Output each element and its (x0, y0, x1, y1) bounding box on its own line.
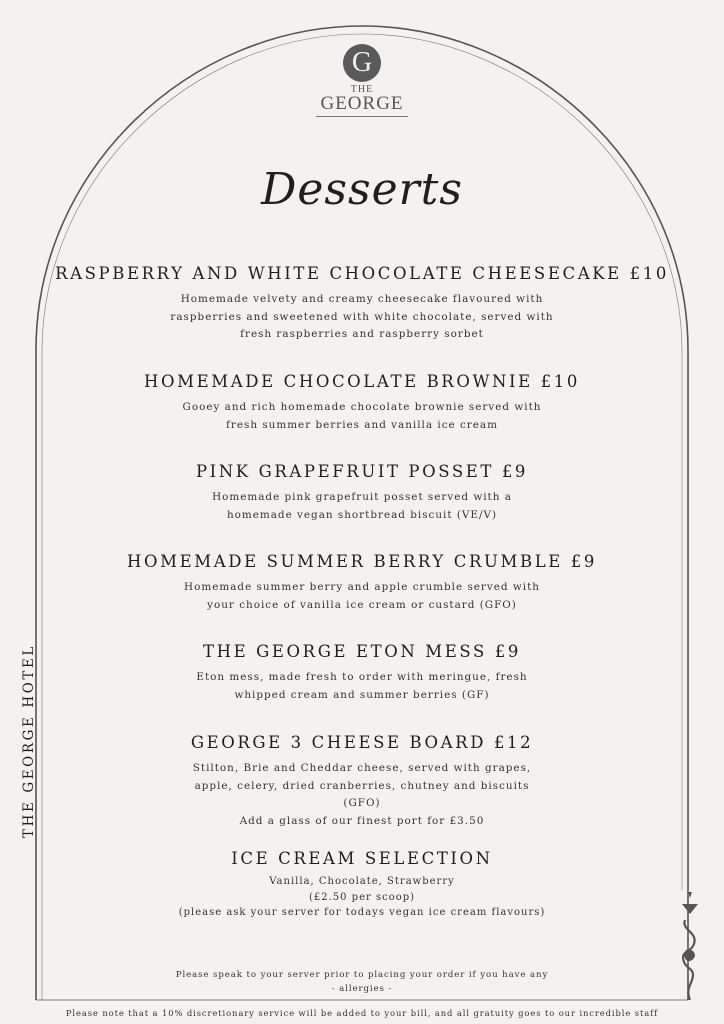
description-line: apple, celery, dried cranberries, chutney and biscuits (194, 779, 530, 792)
menu-item (40, 642, 684, 704)
menu-item-description (40, 760, 684, 830)
brand-underline (316, 116, 408, 117)
description-line: Vanilla, Chocolate, Strawberry (269, 876, 455, 887)
menu-item-title: HOMEMADE CHOCOLATE BROWNIE £10 (144, 372, 580, 391)
brand-the: THE (350, 84, 374, 95)
description-line: whipped cream and summer berries (GF) (234, 688, 490, 701)
menu-item-title: GEORGE 3 CHEESE BOARD £12 (190, 733, 534, 752)
allergy-line: - allergies - (331, 984, 393, 994)
description-line: (GFO) (343, 797, 381, 809)
menu-item-description (40, 399, 684, 434)
menu-item-description (40, 489, 684, 524)
description-line: (£2.50 per scoop) (308, 891, 416, 903)
description-line: Homemade summer berry and apple crumble served with (184, 581, 540, 593)
description-line: Eton mess, made fresh to order with meringue, fresh (196, 671, 528, 683)
menu-item-title: RASPBERRY AND WHITE CHOCOLATE CHEESECAKE £10 (55, 264, 669, 283)
ornament-icon (676, 890, 706, 1002)
description-line: Gooey and rich homemade chocolate brownie served with (182, 401, 542, 413)
menu-item-description (40, 669, 684, 704)
allergy-notice (92, 968, 632, 996)
description-line: fresh raspberries and raspberry sorbet (240, 328, 484, 340)
menu-item-title: PINK GRAPEFRUIT POSSET £9 (195, 462, 529, 481)
brand-monogram: G (343, 44, 381, 82)
brand-logo (312, 44, 412, 117)
menu-item (40, 462, 684, 524)
menu-item (40, 849, 684, 921)
side-hotel-name: THE GEORGE HOTEL (21, 644, 37, 838)
description-line: Stilton, Brie and Cheddar cheese, served with grapes, (192, 762, 532, 774)
service-note: Please note that a 10% discretionary service will be added to your bill, and all gratuity goes to our incredible staff (65, 1008, 659, 1018)
menu-item (40, 552, 684, 614)
menu-item (40, 733, 684, 830)
menu-item-description (40, 291, 684, 344)
description-line: your choice of vanilla ice cream or custard (GFO) (207, 598, 517, 611)
description-line: fresh summer berries and vanilla ice cream (226, 418, 498, 431)
allergy-line: Please speak to your server prior to placing your order if you have any (175, 970, 549, 980)
menu-item-title: THE GEORGE ETON MESS £9 (203, 642, 521, 661)
menu-item-description (40, 579, 684, 614)
description-line: Add a glass of our finest port for £3.50 (239, 814, 485, 827)
description-line: homemade vegan shortbread biscuit (VE/V) (226, 508, 498, 521)
menu-item (40, 372, 684, 434)
page-title: Desserts (261, 164, 463, 215)
brand-name: GEORGE (320, 93, 404, 114)
menu-item-description (40, 874, 684, 921)
description-line: raspberries and sweetened with white chocolate, served with (170, 310, 554, 323)
menu-item-title: ICE CREAM SELECTION (231, 849, 493, 868)
menu-item (40, 264, 684, 344)
description-line: Homemade velvety and creamy cheesecake flavoured with (180, 293, 544, 305)
menu-item-title: HOMEMADE SUMMER BERRY CRUMBLE £9 (127, 552, 597, 571)
description-line: (please ask your server for todays vegan ice cream flavours) (178, 907, 546, 918)
description-line: Homemade pink grapefruit posset served with a (212, 491, 512, 503)
